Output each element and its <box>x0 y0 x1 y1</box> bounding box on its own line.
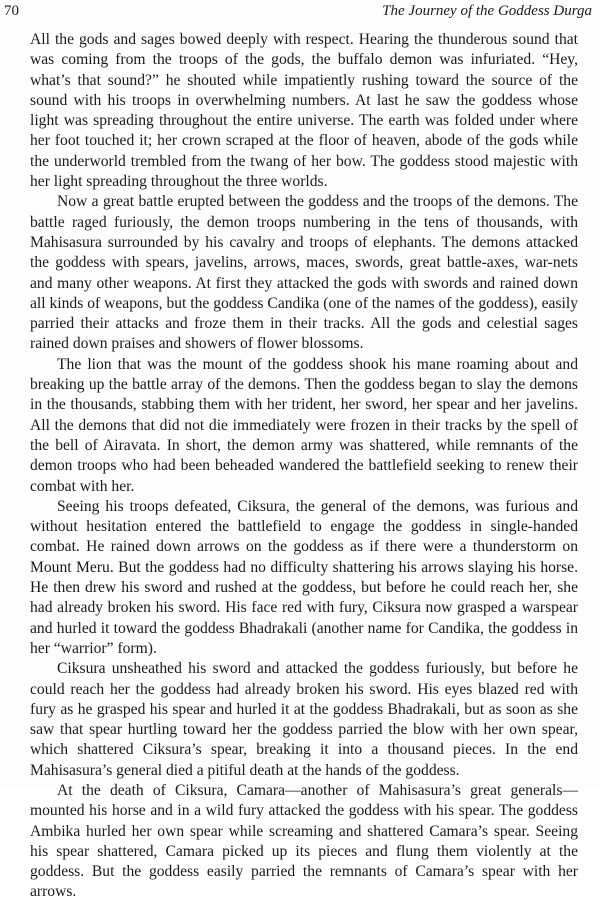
page-number: 70 <box>4 3 19 19</box>
paragraph-6: At the death of Ciksura, Camara—another of Mahisasura’s great generals—mounted his horse and in a wild fury attacked the goddess with his spear. The goddess Ambika hurled her own spear while screaming and shattered Camara’s spear. Seeing his spear shattered, Camara picked up its pieces and flung them violently at the goddess. But the goddess easily parried the remnants of Camara’s spear with her arrows. <box>30 781 578 901</box>
paragraph-1: All the gods and sages bowed deeply with respect. Hearing the thunderous sound that was coming from the troops of the gods, the buffalo demon was infuriated. “Hey, what’s that sound?” he shouted while impatiently rushing toward the source of the sound with his troops in overwhelming numbers. At last he saw the goddess whose light was spreading throughout the entire universe. The earth was folded under where her foot touched it; her crown scraped at the floor of heaven, abode of the gods while the underworld trembled from the twang of her bow. The goddess stood majestic with her light spreading throughout the three worlds. <box>30 31 578 191</box>
paragraph-3: The lion that was the mount of the goddess shook his mane roaming about and breaking up the battle array of the demons. Then the goddess began to slay the demons in the thousands, stabbing them with her trident, her sword, her spear and her javelins. All the demons that did not die immediately were frozen in their tracks by the spell of the bell of Airavata. In short, the demon army was shattered, while remnants of the demon troops who had been beheaded wandered the battlefield seeking to renew their combat with her. <box>30 355 578 495</box>
body-text <box>30 30 578 903</box>
page-header <box>4 2 592 22</box>
paragraph-2: Now a great battle erupted between the goddess and the troops of the demons. The battle raged furiously, the demon troops numbering in the tens of thousands, with Mahisasura surrounded by his cavalry and troops of elephants. The demons attacked the goddess with spears, javelins, arrows, maces, swords, great battle-axes, war-nets and many other weapons. At first they attacked the gods with swords and rained down all kinds of weapons, but the goddess Candika (one of the names of the goddess), easily parried their attacks and froze them in their tracks. All the gods and celestial sages rained down praises and showers of flower blossoms. <box>30 193 578 353</box>
paragraph-5: Ciksura unsheathed his sword and attacked the goddess furiously, but before he could reach her the goddess had already broken his sword. His eyes blazed red with fury as he grasped his spear and hurled it at the goddess Bhadrakali, but as soon as she saw that spear hurtling toward her the goddess parried the blow with her own spear, which shattered Ciksura’s spear, breaking it into a thousand pieces. In the end Mahisasura’s general died a pitiful death at the hands of the goddess. <box>30 660 578 779</box>
paragraph-4: Seeing his troops defeated, Ciksura, the general of the demons, was furious and without hesitation entered the battlefield to engage the goddess in single-handed combat. He rained down arrows on the goddess as if there were a thunderstorm on Mount Meru. But the goddess had no difficulty shattering his arrows slaying his horse. He then drew his sword and rushed at the goddess, but before he could reach her, she had already broken his sword. His face red with fury, Ciksura now grasped a warspear and hurled it toward the goddess Bhadrakali (another name for Candika, the goddess in her “warrior” form). <box>30 497 578 657</box>
running-title: The Journey of the Goddess Durga <box>382 3 592 19</box>
